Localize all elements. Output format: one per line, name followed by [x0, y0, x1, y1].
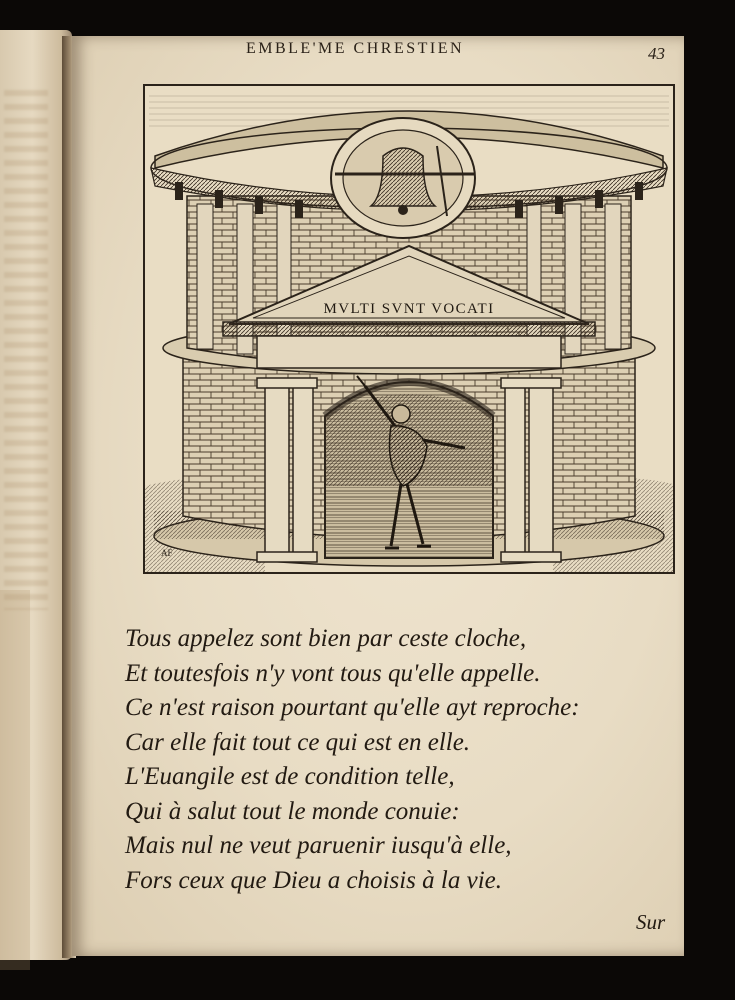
- page-stain: [0, 590, 30, 970]
- verse-line-3: Ce n'est raison pourtant qu'elle ayt reproche:: [125, 694, 580, 721]
- show-through-text: [4, 90, 48, 610]
- page-number: 43: [648, 44, 665, 63]
- verse-line-6: Qui à salut tout le monde conuie:: [125, 797, 460, 825]
- engraver-monogram: AF: [161, 548, 173, 558]
- verse-line-8: Fors ceux que Dieu a choisis à la vie.: [125, 866, 502, 894]
- verse-line-4: Car elle fait tout ce qui est en elle.: [125, 728, 471, 756]
- verse-line-5: L'Euangile est de condition telle,: [125, 763, 455, 790]
- verse-line-2: Et toutesfois n'y vont tous qu'elle appelle.: [125, 659, 541, 687]
- catchword: Sur: [636, 910, 666, 934]
- verse-stanza: [125, 622, 665, 898]
- running-head: EMBLE'ME CHRESTIEN: [245, 40, 465, 57]
- portico-lintel: [257, 336, 561, 368]
- verse-line-7: Mais nul ne veut paruenir iusqu'à elle,: [125, 832, 512, 859]
- bell-medallion: [331, 118, 475, 238]
- temple-illustration: [145, 86, 673, 572]
- emblem-engraving: [143, 84, 675, 574]
- emblem-motto: MVLTI SVNT VOCATI: [323, 301, 495, 317]
- verse-line-1: Tous appelez sont bien par ceste cloche,: [125, 625, 527, 652]
